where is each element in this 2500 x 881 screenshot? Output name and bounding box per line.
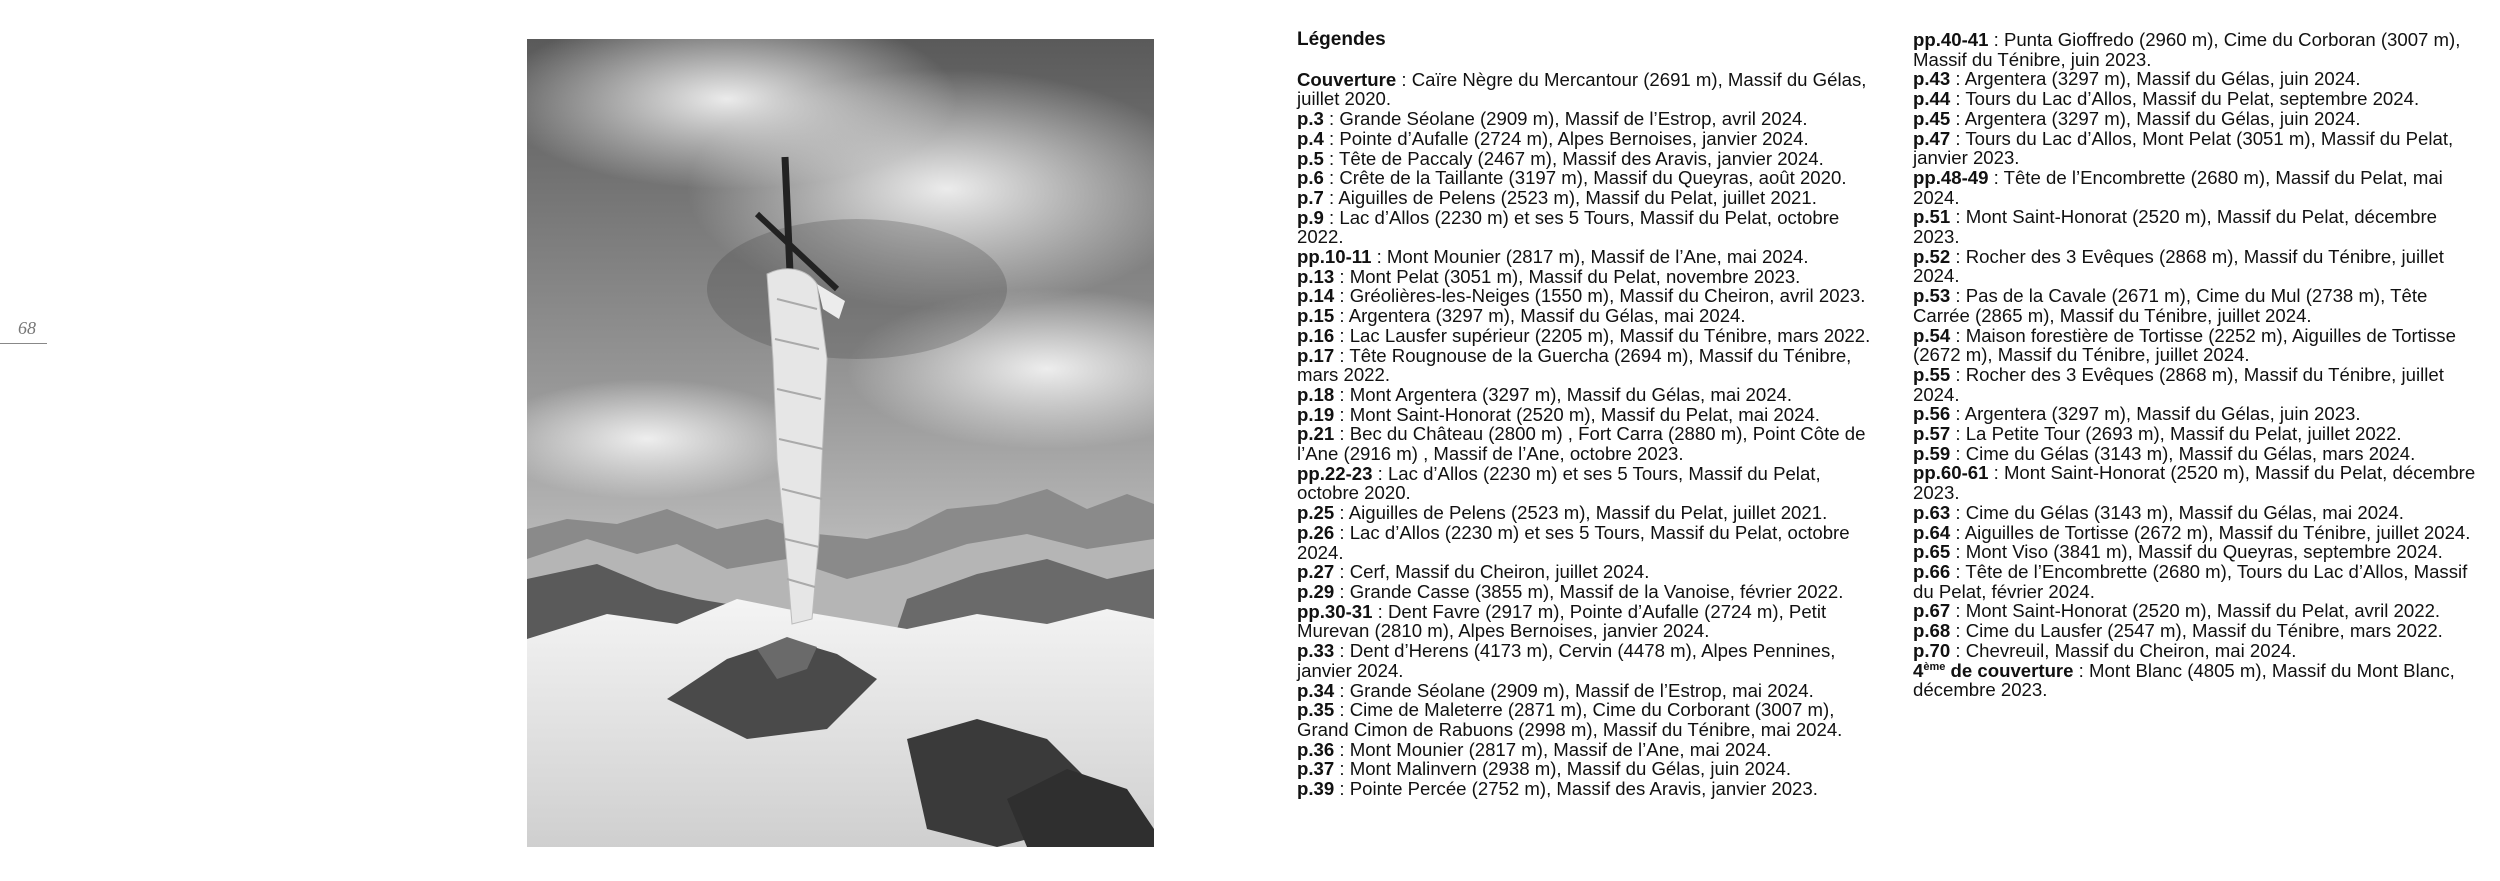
summit-cross-photo <box>527 39 1154 847</box>
legend-entry: p.19 : Mont Saint-Honorat (2520 m), Massif du Pelat, mai 2024. <box>1297 403 1820 425</box>
legend-entry-ref: p.36 <box>1297 738 1335 760</box>
legend-entry-text: Mont Saint-Honorat (2520 m), Massif du Pelat, avril 2022. <box>1965 600 2441 622</box>
page-number-rule <box>0 343 47 344</box>
legend-entry-text: Bec du Château (2800 m) , Fort Carra (2880 m), Point Côte de l’Ane (2916 m) , Massif de l’Ane, octobre 2023. <box>1297 423 1866 465</box>
legend-entry-ref: p.53 <box>1913 285 1951 307</box>
legend-entry-ref: Couverture <box>1297 68 1397 90</box>
legend-entry-text: Aiguilles de Pelens (2523 m), Massif du Pelat, juillet 2021. <box>1348 502 1828 524</box>
legend-entry-text: Grande Casse (3855 m), Massif de la Vanoise, février 2022. <box>1349 580 1844 602</box>
legend-entry-ref: p.67 <box>1913 600 1951 622</box>
legend-entry-text: Aiguilles de Pelens (2523 m), Massif du Pelat, juillet 2021. <box>1338 186 1817 208</box>
legend-entry-ref: p.64 <box>1913 521 1951 543</box>
legend-entry: p.17 : Tête Rougnouse de la Guercha (2694 m), Massif du Ténibre, mars 2022. <box>1297 344 1852 386</box>
legend-entry-ref: pp.10-11 <box>1297 246 1372 268</box>
legend-entry-ref: p.35 <box>1297 699 1335 721</box>
legend-entry-text: Pointe d’Aufalle (2724 m), Alpes Bernoises, janvier 2024. <box>1339 127 1809 149</box>
legend-entry-ref: p.18 <box>1297 383 1335 405</box>
legend-entry-text: Maison forestière de Tortisse (2252 m), Aiguilles de Tortisse (2672 m), Massif du Ténibre, juillet 2024. <box>1913 324 2456 366</box>
legend-entry-ref: p.52 <box>1913 245 1951 267</box>
legend-entry-ref: pp.60-61 <box>1913 462 1989 484</box>
legend-entry-back-cover: 4ème de couverture : Mont Blanc (4805 m), Massif du Mont Blanc, décembre 2023. <box>1913 659 2455 701</box>
photo-illustration <box>527 39 1154 847</box>
legend-entry: p.44 : Tours du Lac d’Allos, Massif du Pelat, septembre 2024. <box>1913 88 2420 110</box>
legend-entry: p.45 : Argentera (3297 m), Massif du Gélas, juin 2024. <box>1913 107 2361 129</box>
legend-entry-text: Cime du Lausfer (2547 m), Massif du Ténibre, mars 2022. <box>1965 620 2443 642</box>
legend-entry: p.67 : Mont Saint-Honorat (2520 m), Massif du Pelat, avril 2022. <box>1913 600 2441 622</box>
legend-entry-ref: p.65 <box>1913 541 1951 563</box>
legend-entry-ref: p.21 <box>1297 423 1335 445</box>
legend-entry-text: Argentera (3297 m), Massif du Gélas, juin 2024. <box>1964 107 2361 129</box>
legend-entry-text: Mont Viso (3841 m), Massif du Queyras, septembre 2024. <box>1965 541 2443 563</box>
legend-entry-text: Argentera (3297 m), Massif du Gélas, juin 2023. <box>1964 403 2361 425</box>
legend-entry: p.5 : Tête de Paccaly (2467 m), Massif des Aravis, janvier 2024. <box>1297 147 1824 169</box>
legend-entry-ref: p.13 <box>1297 265 1335 287</box>
legend-entry-ref: p.9 <box>1297 206 1324 228</box>
legend-entry-ref: pp.22-23 <box>1297 462 1373 484</box>
legend-entry-ref: pp.30-31 <box>1297 600 1373 622</box>
legend-entry: p.57 : La Petite Tour (2693 m), Massif du Pelat, juillet 2022. <box>1913 423 2402 445</box>
legend-entry-ref: p.43 <box>1913 68 1951 90</box>
legend-entry-text: Aiguilles de Tortisse (2672 m), Massif du Ténibre, juillet 2024. <box>1964 521 2471 543</box>
legend-entry-text: Pointe Percée (2752 m), Massif des Aravis, janvier 2023. <box>1349 778 1818 800</box>
legend-entry-text: Tête Rougnouse de la Guercha (2694 m), Massif du Ténibre, mars 2022. <box>1297 344 1852 386</box>
legend-right-column <box>1913 30 2488 700</box>
legend-left-column <box>1297 30 1872 799</box>
legend-entry-ref: p.4 <box>1297 127 1324 149</box>
legend-entry: p.36 : Mont Mounier (2817 m), Massif de l’Ane, mai 2024. <box>1297 738 1772 760</box>
legend-entry-text: Argentera (3297 m), Massif du Gélas, juin 2024. <box>1964 68 2361 90</box>
legend-entry-text: Mont Pelat (3051 m), Massif du Pelat, novembre 2023. <box>1349 265 1801 287</box>
legend-entry-ref: p.57 <box>1913 423 1951 445</box>
legend-entry-ref: p.25 <box>1297 502 1335 524</box>
legend-entry: p.6 : Crête de la Taillante (3197 m), Massif du Queyras, août 2020. <box>1297 167 1847 189</box>
legend-entry: pp.30-31 : Dent Favre (2917 m), Pointe d’Aufalle (2724 m), Petit Murevan (2810 m), Alpes Bernoises, janvier 2024. <box>1297 600 1827 642</box>
legend-entry-text: Tours du Lac d’Allos, Mont Pelat (3051 m), Massif du Pelat, janvier 2023. <box>1913 127 2454 169</box>
legend-entry-ref: p.29 <box>1297 580 1335 602</box>
legend-entry-text: Tête de Paccaly (2467 m), Massif des Aravis, janvier 2024. <box>1339 147 1824 169</box>
legend-entry: pp.10-11 : Mont Mounier (2817 m), Massif de l’Ane, mai 2024. <box>1297 246 1809 268</box>
legend-entry-text: Argentera (3297 m), Massif du Gélas, mai 2024. <box>1348 305 1746 327</box>
legend-entry-ref: p.27 <box>1297 561 1335 583</box>
legend-entry: pp.22-23 : Lac d’Allos (2230 m) et ses 5 Tours, Massif du Pelat, octobre 2020. <box>1297 462 1821 504</box>
legend-entry-ref: p.55 <box>1913 363 1951 385</box>
back-cover-ref-sup: ème <box>1923 660 1946 673</box>
legend-entry-text: Tête de l’Encombrette (2680 m), Tours du Lac d’Allos, Massif du Pelat, février 2024. <box>1913 560 2468 602</box>
legend-entry-text: Pas de la Cavale (2671 m), Cime du Mul (2738 m), Tête Carrée (2865 m), Massif du Ténibre, juillet 2024. <box>1913 285 2428 326</box>
legend-entry-text: Grande Séolane (2909 m), Massif de l’Estrop, avril 2024. <box>1339 108 1808 130</box>
legend-entry-ref: p.19 <box>1297 403 1335 425</box>
legend-entry-ref: p.59 <box>1913 442 1951 464</box>
legend-entry-text: Mont Argentera (3297 m), Massif du Gélas, mai 2024. <box>1349 383 1793 405</box>
legend-entry-text: Lac d’Allos (2230 m) et ses 5 Tours, Massif du Pelat, octobre 2022. <box>1297 206 1840 248</box>
legend-entry: Couverture : Caïre Nègre du Mercantour (2691 m), Massif du Gélas, juillet 2020. <box>1297 68 1867 110</box>
back-cover-ref-rest: de couverture <box>1945 659 2074 681</box>
legend-entry-ref: p.17 <box>1297 344 1335 366</box>
legend-entry: p.26 : Lac d’Allos (2230 m) et ses 5 Tours, Massif du Pelat, octobre 2024. <box>1297 521 1850 563</box>
legend-entry: p.15 : Argentera (3297 m), Massif du Gélas, mai 2024. <box>1297 305 1746 327</box>
legend-entry-text: Dent d’Herens (4173 m), Cervin (4478 m), Alpes Pennines, janvier 2024. <box>1297 640 1836 681</box>
legend-entry-ref: p.14 <box>1297 285 1335 307</box>
legend-entry: p.27 : Cerf, Massif du Cheiron, juillet 2024. <box>1297 561 1650 583</box>
legend-entry-ref: p.26 <box>1297 521 1335 543</box>
legend-entry-ref: p.33 <box>1297 640 1335 662</box>
legend-entry-ref: p.34 <box>1297 679 1335 701</box>
legend-entry: p.56 : Argentera (3297 m), Massif du Gélas, juin 2023. <box>1913 403 2361 425</box>
legend-entry: p.13 : Mont Pelat (3051 m), Massif du Pelat, novembre 2023. <box>1297 265 1801 287</box>
legend-entry-ref: p.66 <box>1913 560 1951 582</box>
back-cover-ref-num: 4 <box>1913 659 1924 681</box>
legend-entry-text: Caïre Nègre du Mercantour (2691 m), Massif du Gélas, juillet 2020. <box>1297 68 1867 110</box>
legend-entry-text: Grande Séolane (2909 m), Massif de l’Estrop, mai 2024. <box>1349 679 1814 701</box>
legend-entry-text: Chevreuil, Massif du Cheiron, mai 2024. <box>1965 639 2297 661</box>
legend-entry: p.14 : Gréolières-les-Neiges (1550 m), Massif du Cheiron, avril 2023. <box>1297 285 1866 307</box>
legend-entry-text: Rocher des 3 Evêques (2868 m), Massif du Ténibre, juillet 2024. <box>1913 245 2444 287</box>
legend-entry: p.64 : Aiguilles de Tortisse (2672 m), Massif du Ténibre, juillet 2024. <box>1913 521 2471 543</box>
legend-entry-text: Cerf, Massif du Cheiron, juillet 2024. <box>1349 561 1650 583</box>
legend-entry-ref: p.3 <box>1297 108 1324 130</box>
legend-entry: p.52 : Rocher des 3 Evêques (2868 m), Massif du Ténibre, juillet 2024. <box>1913 245 2444 287</box>
legend-entry: pp.48-49 : Tête de l’Encombrette (2680 m), Massif du Pelat, mai 2024. <box>1913 166 2443 208</box>
legend-entry-text: Cime du Gélas (3143 m), Massif du Gélas, mai 2024. <box>1965 501 2404 523</box>
legend-entry-ref: p.47 <box>1913 127 1951 149</box>
legend-entry-ref: p.15 <box>1297 305 1335 327</box>
page-number: 68 <box>18 318 36 338</box>
legend-entry-ref: p.39 <box>1297 778 1335 800</box>
legend-entry: pp.40-41 : Punta Gioffredo (2960 m), Cime du Corboran (3007 m), Massif du Ténibre, juin 2023. <box>1913 29 2461 70</box>
legend-entry-ref: p.16 <box>1297 324 1335 346</box>
legend-entry-text: La Petite Tour (2693 m), Massif du Pelat, juillet 2022. <box>1965 423 2402 445</box>
legend-entry: p.43 : Argentera (3297 m), Massif du Gélas, juin 2024. <box>1913 68 2361 90</box>
legend-entry: p.51 : Mont Saint-Honorat (2520 m), Massif du Pelat, décembre 2023. <box>1913 206 2437 248</box>
legend-entry-text: Mont Mounier (2817 m), Massif de l’Ane, mai 2024. <box>1386 246 1809 268</box>
legend-entry-ref: p.68 <box>1913 620 1951 642</box>
legend-entry: p.63 : Cime du Gélas (3143 m), Massif du Gélas, mai 2024. <box>1913 501 2404 523</box>
legend-entry-text: Cime du Gélas (3143 m), Massif du Gélas, mars 2024. <box>1965 442 2416 464</box>
legend-entry-ref: p.63 <box>1913 501 1951 523</box>
legend-entry-ref: p.45 <box>1913 107 1951 129</box>
legend-entry-ref: p.7 <box>1297 186 1324 208</box>
legend-entry-ref: p.70 <box>1913 639 1951 661</box>
legend-entry-text: Mont Saint-Honorat (2520 m), Massif du Pelat, mai 2024. <box>1349 403 1820 425</box>
legend-entry: p.18 : Mont Argentera (3297 m), Massif du Gélas, mai 2024. <box>1297 383 1793 405</box>
legend-entry-text: Crête de la Taillante (3197 m), Massif du Queyras, août 2020. <box>1339 167 1847 189</box>
legend-entry-ref: p.51 <box>1913 206 1951 228</box>
legend-entry-ref: p.56 <box>1913 403 1951 425</box>
legend-entry-text: Mont Mounier (2817 m), Massif de l’Ane, mai 2024. <box>1349 738 1772 760</box>
legend-entry-text: Tête de l’Encombrette (2680 m), Massif du Pelat, mai 2024. <box>1913 166 2443 208</box>
legend-entry: p.65 : Mont Viso (3841 m), Massif du Queyras, septembre 2024. <box>1913 541 2443 563</box>
legend-entry: p.34 : Grande Séolane (2909 m), Massif de l’Estrop, mai 2024. <box>1297 679 1814 701</box>
legend-entry: p.35 : Cime de Maleterre (2871 m), Cime du Corborant (3007 m), Grand Cimon de Rabuons (2998 m), Massif du Ténibre, mai 2024. <box>1297 699 1843 740</box>
legend-entry-ref: p.44 <box>1913 88 1951 110</box>
legend-entry-ref: p.54 <box>1913 324 1951 346</box>
legend-entry-text: Dent Favre (2917 m), Pointe d’Aufalle (2724 m), Petit Murevan (2810 m), Alpes Bernoises, janvier 2024. <box>1297 600 1827 642</box>
legend-entry-text: Gréolières-les-Neiges (1550 m), Massif du Cheiron, avril 2023. <box>1349 285 1866 307</box>
legend-entry: p.59 : Cime du Gélas (3143 m), Massif du Gélas, mars 2024. <box>1913 442 2416 464</box>
legend-entry: p.68 : Cime du Lausfer (2547 m), Massif du Ténibre, mars 2022. <box>1913 620 2443 642</box>
legend-entry: p.3 : Grande Séolane (2909 m), Massif de l’Estrop, avril 2024. <box>1297 108 1808 130</box>
legend-entry: p.9 : Lac d’Allos (2230 m) et ses 5 Tours, Massif du Pelat, octobre 2022. <box>1297 206 1840 248</box>
legend-entry-ref: p.37 <box>1297 758 1335 780</box>
legend-entry: p.16 : Lac Lausfer supérieur (2205 m), Massif du Ténibre, mars 2022. <box>1297 324 1871 346</box>
legend-entry-text: Cime de Maleterre (2871 m), Cime du Corborant (3007 m), Grand Cimon de Rabuons (2998 m), Massif du Ténibre, mai 2024. <box>1297 699 1843 740</box>
legend-entry-text: Rocher des 3 Evêques (2868 m), Massif du Ténibre, juillet 2024. <box>1913 363 2444 405</box>
legend-entry: p.21 : Bec du Château (2800 m) , Fort Carra (2880 m), Point Côte de l’Ane (2916 m) , Massif de l’Ane, octobre 2023. <box>1297 423 1866 465</box>
legend-entry: p.53 : Pas de la Cavale (2671 m), Cime du Mul (2738 m), Tête Carrée (2865 m), Massif du Ténibre, juillet 2024. <box>1913 285 2428 326</box>
legend-entry-text: Mont Saint-Honorat (2520 m), Massif du Pelat, décembre 2023. <box>1913 462 2476 504</box>
legend-entry: p.66 : Tête de l’Encombrette (2680 m), Tours du Lac d’Allos, Massif du Pelat, février 2024. <box>1913 560 2468 602</box>
legend-entry: p.37 : Mont Malinvern (2938 m), Massif du Gélas, juin 2024. <box>1297 758 1792 780</box>
legend-entry: p.55 : Rocher des 3 Evêques (2868 m), Massif du Ténibre, juillet 2024. <box>1913 363 2444 405</box>
back-cover-text: Mont Blanc (4805 m), Massif du Mont Blanc, décembre 2023. <box>1913 659 2455 701</box>
legend-entry-text: Mont Saint-Honorat (2520 m), Massif du Pelat, décembre 2023. <box>1913 206 2437 248</box>
legend-left-entries <box>1297 70 1872 799</box>
legend-entry-text: Lac d’Allos (2230 m) et ses 5 Tours, Massif du Pelat, octobre 2020. <box>1297 462 1821 504</box>
legend-entry-text: Lac Lausfer supérieur (2205 m), Massif du Ténibre, mars 2022. <box>1349 324 1871 346</box>
legend-entry: p.70 : Chevreuil, Massif du Cheiron, mai 2024. <box>1913 639 2297 661</box>
legend-entry: p.54 : Maison forestière de Tortisse (2252 m), Aiguilles de Tortisse (2672 m), Massif du Ténibre, juillet 2024. <box>1913 324 2456 366</box>
legend-right-entries <box>1913 30 2488 661</box>
legend-entry-text: Punta Gioffredo (2960 m), Cime du Corboran (3007 m), Massif du Ténibre, juin 2023. <box>1913 29 2461 70</box>
legend-entry: p.33 : Dent d’Herens (4173 m), Cervin (4478 m), Alpes Pennines, janvier 2024. <box>1297 640 1836 681</box>
legend-entry: p.29 : Grande Casse (3855 m), Massif de la Vanoise, février 2022. <box>1297 580 1844 602</box>
legend-entry: pp.60-61 : Mont Saint-Honorat (2520 m), Massif du Pelat, décembre 2023. <box>1913 462 2476 504</box>
legend-entry: p.47 : Tours du Lac d’Allos, Mont Pelat (3051 m), Massif du Pelat, janvier 2023. <box>1913 127 2454 169</box>
legend-entry: p.7 : Aiguilles de Pelens (2523 m), Massif du Pelat, juillet 2021. <box>1297 186 1817 208</box>
legend-entry-ref: p.6 <box>1297 167 1324 189</box>
legend-entry: p.4 : Pointe d’Aufalle (2724 m), Alpes Bernoises, janvier 2024. <box>1297 127 1809 149</box>
legend-entry-text: Tours du Lac d’Allos, Massif du Pelat, septembre 2024. <box>1965 88 2420 110</box>
legend-entry-text: Mont Malinvern (2938 m), Massif du Gélas, juin 2024. <box>1349 758 1792 780</box>
legend-entry: p.25 : Aiguilles de Pelens (2523 m), Massif du Pelat, juillet 2021. <box>1297 502 1828 524</box>
legend-entry: p.39 : Pointe Percée (2752 m), Massif des Aravis, janvier 2023. <box>1297 778 1818 800</box>
legend-entry-ref: pp.40-41 <box>1913 29 1989 50</box>
legend-entry-ref: p.5 <box>1297 147 1324 169</box>
legend-title: Légendes <box>1297 29 1386 50</box>
legend-entry-ref: pp.48-49 <box>1913 166 1989 188</box>
legend-entry-text: Lac d’Allos (2230 m) et ses 5 Tours, Massif du Pelat, octobre 2024. <box>1297 521 1850 563</box>
